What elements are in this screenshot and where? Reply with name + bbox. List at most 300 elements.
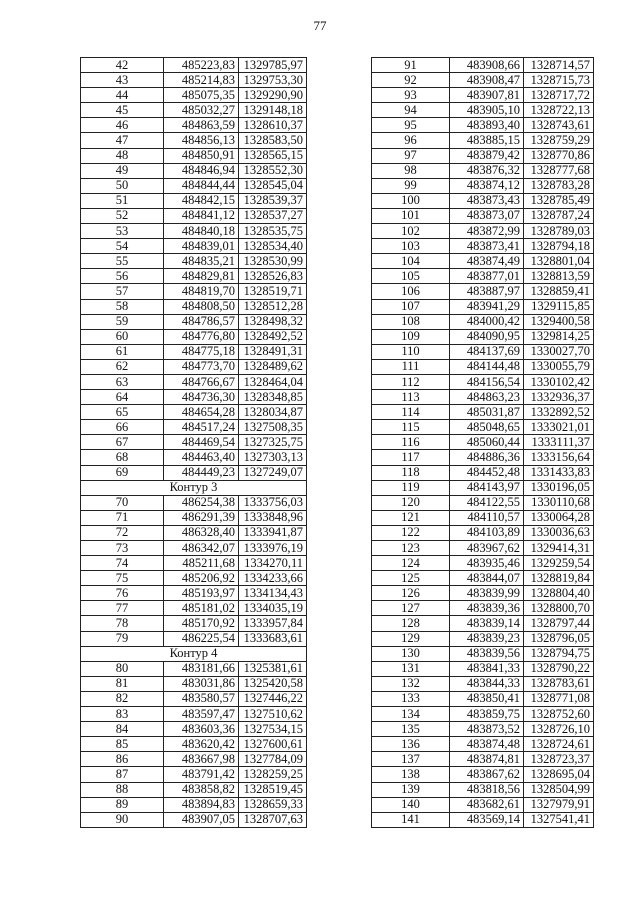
table-row <box>372 646 594 661</box>
x-coordinate-cell: 484156,54 <box>450 374 524 389</box>
x-coordinate-cell: 483839,36 <box>450 601 524 616</box>
y-coordinate-cell: 1327325,75 <box>239 435 307 450</box>
point-number-cell: 134 <box>372 707 450 722</box>
table-row <box>81 465 307 480</box>
table-row <box>372 420 594 435</box>
x-coordinate-cell: 483893,40 <box>450 118 524 133</box>
point-number-cell: 137 <box>372 752 450 767</box>
x-coordinate-cell: 485170,92 <box>164 616 239 631</box>
point-number-cell: 55 <box>81 254 164 269</box>
point-number-cell: 99 <box>372 178 450 193</box>
y-coordinate-cell: 1329290,90 <box>239 88 307 103</box>
x-coordinate-cell: 485060,44 <box>450 435 524 450</box>
table-row <box>372 359 594 374</box>
y-coordinate-cell: 1334270,11 <box>239 556 307 571</box>
x-coordinate-cell: 483873,07 <box>450 208 524 223</box>
y-coordinate-cell: 1328783,61 <box>524 676 594 691</box>
point-number-cell: 77 <box>81 601 164 616</box>
table-row <box>81 631 307 646</box>
x-coordinate-cell: 485075,35 <box>164 88 239 103</box>
x-coordinate-cell: 484835,21 <box>164 254 239 269</box>
point-number-cell: 119 <box>372 480 450 495</box>
x-coordinate-cell: 484776,80 <box>164 329 239 344</box>
y-coordinate-cell: 1330064,28 <box>524 510 594 525</box>
coordinates-table-right <box>371 57 594 828</box>
point-number-cell: 116 <box>372 435 450 450</box>
y-coordinate-cell: 1328512,28 <box>239 299 307 314</box>
table-row <box>372 239 594 254</box>
x-coordinate-cell: 483877,01 <box>450 269 524 284</box>
table-row <box>372 767 594 782</box>
x-coordinate-cell: 485214,83 <box>164 73 239 88</box>
y-coordinate-cell: 1328348,85 <box>239 390 307 405</box>
x-coordinate-cell: 483682,61 <box>450 797 524 812</box>
point-number-cell: 67 <box>81 435 164 450</box>
y-coordinate-cell: 1329148,18 <box>239 103 307 118</box>
point-number-cell: 111 <box>372 359 450 374</box>
point-number-cell: 88 <box>81 782 164 797</box>
y-coordinate-cell: 1329400,58 <box>524 314 594 329</box>
y-coordinate-cell: 1330036,63 <box>524 525 594 540</box>
y-coordinate-cell: 1333156,64 <box>524 450 594 465</box>
x-coordinate-cell: 483841,33 <box>450 661 524 676</box>
table-row <box>372 571 594 586</box>
point-number-cell: 64 <box>81 390 164 405</box>
y-coordinate-cell: 1328610,37 <box>239 118 307 133</box>
x-coordinate-cell: 484449,23 <box>164 465 239 480</box>
table-row <box>81 571 307 586</box>
point-number-cell: 61 <box>81 344 164 359</box>
x-coordinate-cell: 484773,70 <box>164 359 239 374</box>
point-number-cell: 43 <box>81 73 164 88</box>
y-coordinate-cell: 1325420,58 <box>239 676 307 691</box>
y-coordinate-cell: 1328722,13 <box>524 103 594 118</box>
point-number-cell: 90 <box>81 812 164 827</box>
y-coordinate-cell: 1328259,25 <box>239 767 307 782</box>
table-row <box>81 420 307 435</box>
y-coordinate-cell: 1330027,70 <box>524 344 594 359</box>
y-coordinate-cell: 1328530,99 <box>239 254 307 269</box>
table-row <box>372 269 594 284</box>
table-row <box>81 374 307 389</box>
point-number-cell: 65 <box>81 405 164 420</box>
x-coordinate-cell: 483839,99 <box>450 586 524 601</box>
table-row <box>372 118 594 133</box>
y-coordinate-cell: 1334233,66 <box>239 571 307 586</box>
table-row <box>81 254 307 269</box>
point-number-cell: 74 <box>81 556 164 571</box>
table-row <box>372 178 594 193</box>
table-row <box>81 193 307 208</box>
table-row <box>81 163 307 178</box>
point-number-cell: 81 <box>81 676 164 691</box>
y-coordinate-cell: 1329785,97 <box>239 58 307 73</box>
y-coordinate-cell: 1333756,03 <box>239 495 307 510</box>
y-coordinate-cell: 1328796,05 <box>524 631 594 646</box>
table-row <box>372 73 594 88</box>
x-coordinate-cell: 484808,50 <box>164 299 239 314</box>
y-coordinate-cell: 1328743,61 <box>524 118 594 133</box>
point-number-cell: 86 <box>81 752 164 767</box>
table-row <box>81 737 307 752</box>
point-number-cell: 80 <box>81 661 164 676</box>
y-coordinate-cell: 1328545,04 <box>239 178 307 193</box>
y-coordinate-cell: 1328552,30 <box>239 163 307 178</box>
point-number-cell: 101 <box>372 208 450 223</box>
point-number-cell: 113 <box>372 390 450 405</box>
x-coordinate-cell: 483874,48 <box>450 737 524 752</box>
y-coordinate-cell: 1328771,08 <box>524 691 594 706</box>
point-number-cell: 123 <box>372 541 450 556</box>
y-coordinate-cell: 1333976,19 <box>239 541 307 556</box>
point-number-cell: 105 <box>372 269 450 284</box>
table-row <box>81 329 307 344</box>
point-number-cell: 126 <box>372 586 450 601</box>
point-number-cell: 106 <box>372 284 450 299</box>
table-row <box>372 88 594 103</box>
table-row <box>372 525 594 540</box>
x-coordinate-cell: 484819,70 <box>164 284 239 299</box>
x-coordinate-cell: 485032,27 <box>164 103 239 118</box>
y-coordinate-cell: 1329414,31 <box>524 541 594 556</box>
y-coordinate-cell: 1328565,15 <box>239 148 307 163</box>
point-number-cell: 57 <box>81 284 164 299</box>
table-row <box>81 752 307 767</box>
x-coordinate-cell: 483874,49 <box>450 254 524 269</box>
y-coordinate-cell: 1328583,50 <box>239 133 307 148</box>
point-number-cell: 95 <box>372 118 450 133</box>
table-row <box>81 601 307 616</box>
table-row <box>81 118 307 133</box>
table-row <box>372 480 594 495</box>
y-coordinate-cell: 1334134,43 <box>239 586 307 601</box>
point-number-cell: 132 <box>372 676 450 691</box>
point-number-cell: 52 <box>81 208 164 223</box>
x-coordinate-cell: 484850,91 <box>164 148 239 163</box>
y-coordinate-cell: 1328787,24 <box>524 208 594 223</box>
x-coordinate-cell: 484000,42 <box>450 314 524 329</box>
x-coordinate-cell: 484829,81 <box>164 269 239 284</box>
y-coordinate-cell: 1329259,54 <box>524 556 594 571</box>
table-row <box>372 163 594 178</box>
x-coordinate-cell: 483181,66 <box>164 661 239 676</box>
table-row <box>81 269 307 284</box>
y-coordinate-cell: 1328794,18 <box>524 239 594 254</box>
x-coordinate-cell: 483887,97 <box>450 284 524 299</box>
point-number-cell: 69 <box>81 465 164 480</box>
point-number-cell: 138 <box>372 767 450 782</box>
y-coordinate-cell: 1328790,22 <box>524 661 594 676</box>
y-coordinate-cell: 1328777,68 <box>524 163 594 178</box>
x-coordinate-cell: 483839,56 <box>450 646 524 661</box>
table-row <box>372 722 594 737</box>
point-number-cell: 131 <box>372 661 450 676</box>
y-coordinate-cell: 1328797,44 <box>524 616 594 631</box>
x-coordinate-cell: 483859,75 <box>450 707 524 722</box>
y-coordinate-cell: 1327510,62 <box>239 707 307 722</box>
point-number-cell: 129 <box>372 631 450 646</box>
y-coordinate-cell: 1328492,52 <box>239 329 307 344</box>
point-number-cell: 141 <box>372 812 450 827</box>
point-number-cell: 50 <box>81 178 164 193</box>
y-coordinate-cell: 1328752,60 <box>524 707 594 722</box>
y-coordinate-cell: 1329814,25 <box>524 329 594 344</box>
y-coordinate-cell: 1332936,37 <box>524 390 594 405</box>
x-coordinate-cell: 484110,57 <box>450 510 524 525</box>
x-coordinate-cell: 484839,01 <box>164 239 239 254</box>
y-coordinate-cell: 1330102,42 <box>524 374 594 389</box>
x-coordinate-cell: 485048,65 <box>450 420 524 435</box>
x-coordinate-cell: 483850,41 <box>450 691 524 706</box>
table-row <box>81 450 307 465</box>
y-coordinate-cell: 1333111,37 <box>524 435 594 450</box>
point-number-cell: 59 <box>81 314 164 329</box>
y-coordinate-cell: 1328526,83 <box>239 269 307 284</box>
x-coordinate-cell: 483907,81 <box>450 88 524 103</box>
point-number-cell: 128 <box>372 616 450 631</box>
point-number-cell: 100 <box>372 193 450 208</box>
x-coordinate-cell: 484122,55 <box>450 495 524 510</box>
table-row <box>372 133 594 148</box>
y-coordinate-cell: 1330055,79 <box>524 359 594 374</box>
x-coordinate-cell: 483858,82 <box>164 782 239 797</box>
x-coordinate-cell: 485206,92 <box>164 571 239 586</box>
x-coordinate-cell: 484766,67 <box>164 374 239 389</box>
point-number-cell: 98 <box>372 163 450 178</box>
table-row <box>81 691 307 706</box>
x-coordinate-cell: 486328,40 <box>164 525 239 540</box>
table-row <box>81 525 307 540</box>
x-coordinate-cell: 483941,29 <box>450 299 524 314</box>
x-coordinate-cell: 485181,02 <box>164 601 239 616</box>
x-coordinate-cell: 484103,89 <box>450 525 524 540</box>
y-coordinate-cell: 1330110,68 <box>524 495 594 510</box>
point-number-cell: 103 <box>372 239 450 254</box>
table-row <box>372 465 594 480</box>
point-number-cell: 78 <box>81 616 164 631</box>
point-number-cell: 122 <box>372 525 450 540</box>
table-row <box>372 676 594 691</box>
y-coordinate-cell: 1327303,13 <box>239 450 307 465</box>
point-number-cell: 62 <box>81 359 164 374</box>
x-coordinate-cell: 485031,87 <box>450 405 524 420</box>
table-row <box>372 314 594 329</box>
table-row <box>81 178 307 193</box>
y-coordinate-cell: 1328724,61 <box>524 737 594 752</box>
point-number-cell: 68 <box>81 450 164 465</box>
table-row <box>81 299 307 314</box>
table-row <box>372 691 594 706</box>
x-coordinate-cell: 483603,36 <box>164 722 239 737</box>
point-number-cell: 71 <box>81 510 164 525</box>
table-row <box>372 616 594 631</box>
x-coordinate-cell: 486225,54 <box>164 631 239 646</box>
y-coordinate-cell: 1328491,31 <box>239 344 307 359</box>
table-row <box>81 284 307 299</box>
table-row <box>372 752 594 767</box>
y-coordinate-cell: 1328800,70 <box>524 601 594 616</box>
point-number-cell: 125 <box>372 571 450 586</box>
x-coordinate-cell: 484452,48 <box>450 465 524 480</box>
x-coordinate-cell: 484846,94 <box>164 163 239 178</box>
point-number-cell: 107 <box>372 299 450 314</box>
table-row <box>81 616 307 631</box>
y-coordinate-cell: 1328783,28 <box>524 178 594 193</box>
point-number-cell: 112 <box>372 374 450 389</box>
point-number-cell: 75 <box>81 571 164 586</box>
x-coordinate-cell: 484856,13 <box>164 133 239 148</box>
point-number-cell: 93 <box>372 88 450 103</box>
table-row <box>372 450 594 465</box>
x-coordinate-cell: 483967,62 <box>450 541 524 556</box>
y-coordinate-cell: 1329115,85 <box>524 299 594 314</box>
x-coordinate-cell: 484840,18 <box>164 224 239 239</box>
x-coordinate-cell: 483905,10 <box>450 103 524 118</box>
point-number-cell: 97 <box>372 148 450 163</box>
table-row <box>372 541 594 556</box>
x-coordinate-cell: 485193,97 <box>164 586 239 601</box>
x-coordinate-cell: 483569,14 <box>450 812 524 827</box>
x-coordinate-cell: 484844,44 <box>164 178 239 193</box>
point-number-cell: 127 <box>372 601 450 616</box>
point-number-cell: 96 <box>372 133 450 148</box>
x-coordinate-cell: 483879,42 <box>450 148 524 163</box>
point-number-cell: 84 <box>81 722 164 737</box>
y-coordinate-cell: 1328535,75 <box>239 224 307 239</box>
y-coordinate-cell: 1327249,07 <box>239 465 307 480</box>
y-coordinate-cell: 1333848,96 <box>239 510 307 525</box>
point-number-cell: 76 <box>81 586 164 601</box>
point-number-cell: 60 <box>81 329 164 344</box>
point-number-cell: 85 <box>81 737 164 752</box>
x-coordinate-cell: 483791,42 <box>164 767 239 782</box>
x-coordinate-cell: 483620,42 <box>164 737 239 752</box>
point-number-cell: 89 <box>81 797 164 812</box>
y-coordinate-cell: 1332892,52 <box>524 405 594 420</box>
table-row <box>81 239 307 254</box>
x-coordinate-cell: 483580,57 <box>164 691 239 706</box>
point-number-cell: 87 <box>81 767 164 782</box>
table-row <box>372 299 594 314</box>
y-coordinate-cell: 1327541,41 <box>524 812 594 827</box>
table-row <box>81 767 307 782</box>
x-coordinate-cell: 484842,15 <box>164 193 239 208</box>
y-coordinate-cell: 1328707,63 <box>239 812 307 827</box>
point-number-cell: 92 <box>372 73 450 88</box>
y-coordinate-cell: 1330196,05 <box>524 480 594 495</box>
table-row <box>81 586 307 601</box>
table-row <box>372 390 594 405</box>
table-row <box>372 224 594 239</box>
x-coordinate-cell: 484469,54 <box>164 435 239 450</box>
table-row <box>372 601 594 616</box>
table-row <box>81 405 307 420</box>
table-row <box>372 254 594 269</box>
table-row <box>81 495 307 510</box>
table-row <box>372 586 594 601</box>
point-number-cell: 70 <box>81 495 164 510</box>
table-row <box>372 193 594 208</box>
table-row <box>81 661 307 676</box>
point-number-cell: 121 <box>372 510 450 525</box>
point-number-cell: 48 <box>81 148 164 163</box>
table-row <box>372 797 594 812</box>
y-coordinate-cell: 1328726,10 <box>524 722 594 737</box>
point-number-cell: 73 <box>81 541 164 556</box>
point-number-cell: 58 <box>81 299 164 314</box>
y-coordinate-cell: 1329753,30 <box>239 73 307 88</box>
point-number-cell: 140 <box>372 797 450 812</box>
table-row <box>81 73 307 88</box>
point-number-cell: 94 <box>372 103 450 118</box>
point-number-cell: 120 <box>372 495 450 510</box>
table-row <box>372 737 594 752</box>
y-coordinate-cell: 1328498,32 <box>239 314 307 329</box>
y-coordinate-cell: 1328819,84 <box>524 571 594 586</box>
point-number-cell: 46 <box>81 118 164 133</box>
table-row <box>81 797 307 812</box>
y-coordinate-cell: 1328770,86 <box>524 148 594 163</box>
coordinates-table-left <box>80 57 307 828</box>
x-coordinate-cell: 483844,33 <box>450 676 524 691</box>
table-row <box>372 103 594 118</box>
point-number-cell: 42 <box>81 58 164 73</box>
x-coordinate-cell: 484786,57 <box>164 314 239 329</box>
x-coordinate-cell: 484736,30 <box>164 390 239 405</box>
point-number-cell: 104 <box>372 254 450 269</box>
table-row <box>372 435 594 450</box>
x-coordinate-cell: 484775,18 <box>164 344 239 359</box>
point-number-cell: 56 <box>81 269 164 284</box>
y-coordinate-cell: 1328801,04 <box>524 254 594 269</box>
y-coordinate-cell: 1331433,83 <box>524 465 594 480</box>
x-coordinate-cell: 484863,23 <box>450 390 524 405</box>
y-coordinate-cell: 1328723,37 <box>524 752 594 767</box>
section-title: Контур 4 <box>81 646 307 661</box>
x-coordinate-cell: 486342,07 <box>164 541 239 556</box>
table-row <box>81 58 307 73</box>
table-row <box>81 510 307 525</box>
y-coordinate-cell: 1328717,72 <box>524 88 594 103</box>
y-coordinate-cell: 1328789,03 <box>524 224 594 239</box>
point-number-cell: 91 <box>372 58 450 73</box>
table-row <box>81 88 307 103</box>
table-row <box>372 707 594 722</box>
x-coordinate-cell: 485223,83 <box>164 58 239 73</box>
y-coordinate-cell: 1327534,15 <box>239 722 307 737</box>
x-coordinate-cell: 484137,69 <box>450 344 524 359</box>
point-number-cell: 114 <box>372 405 450 420</box>
y-coordinate-cell: 1328813,59 <box>524 269 594 284</box>
table-row <box>81 541 307 556</box>
point-number-cell: 136 <box>372 737 450 752</box>
x-coordinate-cell: 484841,12 <box>164 208 239 223</box>
point-number-cell: 124 <box>372 556 450 571</box>
section-header-row <box>81 480 307 495</box>
x-coordinate-cell: 483908,66 <box>450 58 524 73</box>
y-coordinate-cell: 1325381,61 <box>239 661 307 676</box>
y-coordinate-cell: 1334035,19 <box>239 601 307 616</box>
table-row <box>81 103 307 118</box>
x-coordinate-cell: 483839,14 <box>450 616 524 631</box>
x-coordinate-cell: 484517,24 <box>164 420 239 435</box>
y-coordinate-cell: 1328659,33 <box>239 797 307 812</box>
point-number-cell: 63 <box>81 374 164 389</box>
y-coordinate-cell: 1333941,87 <box>239 525 307 540</box>
y-coordinate-cell: 1328034,87 <box>239 405 307 420</box>
table-row <box>81 224 307 239</box>
y-coordinate-cell: 1327508,35 <box>239 420 307 435</box>
